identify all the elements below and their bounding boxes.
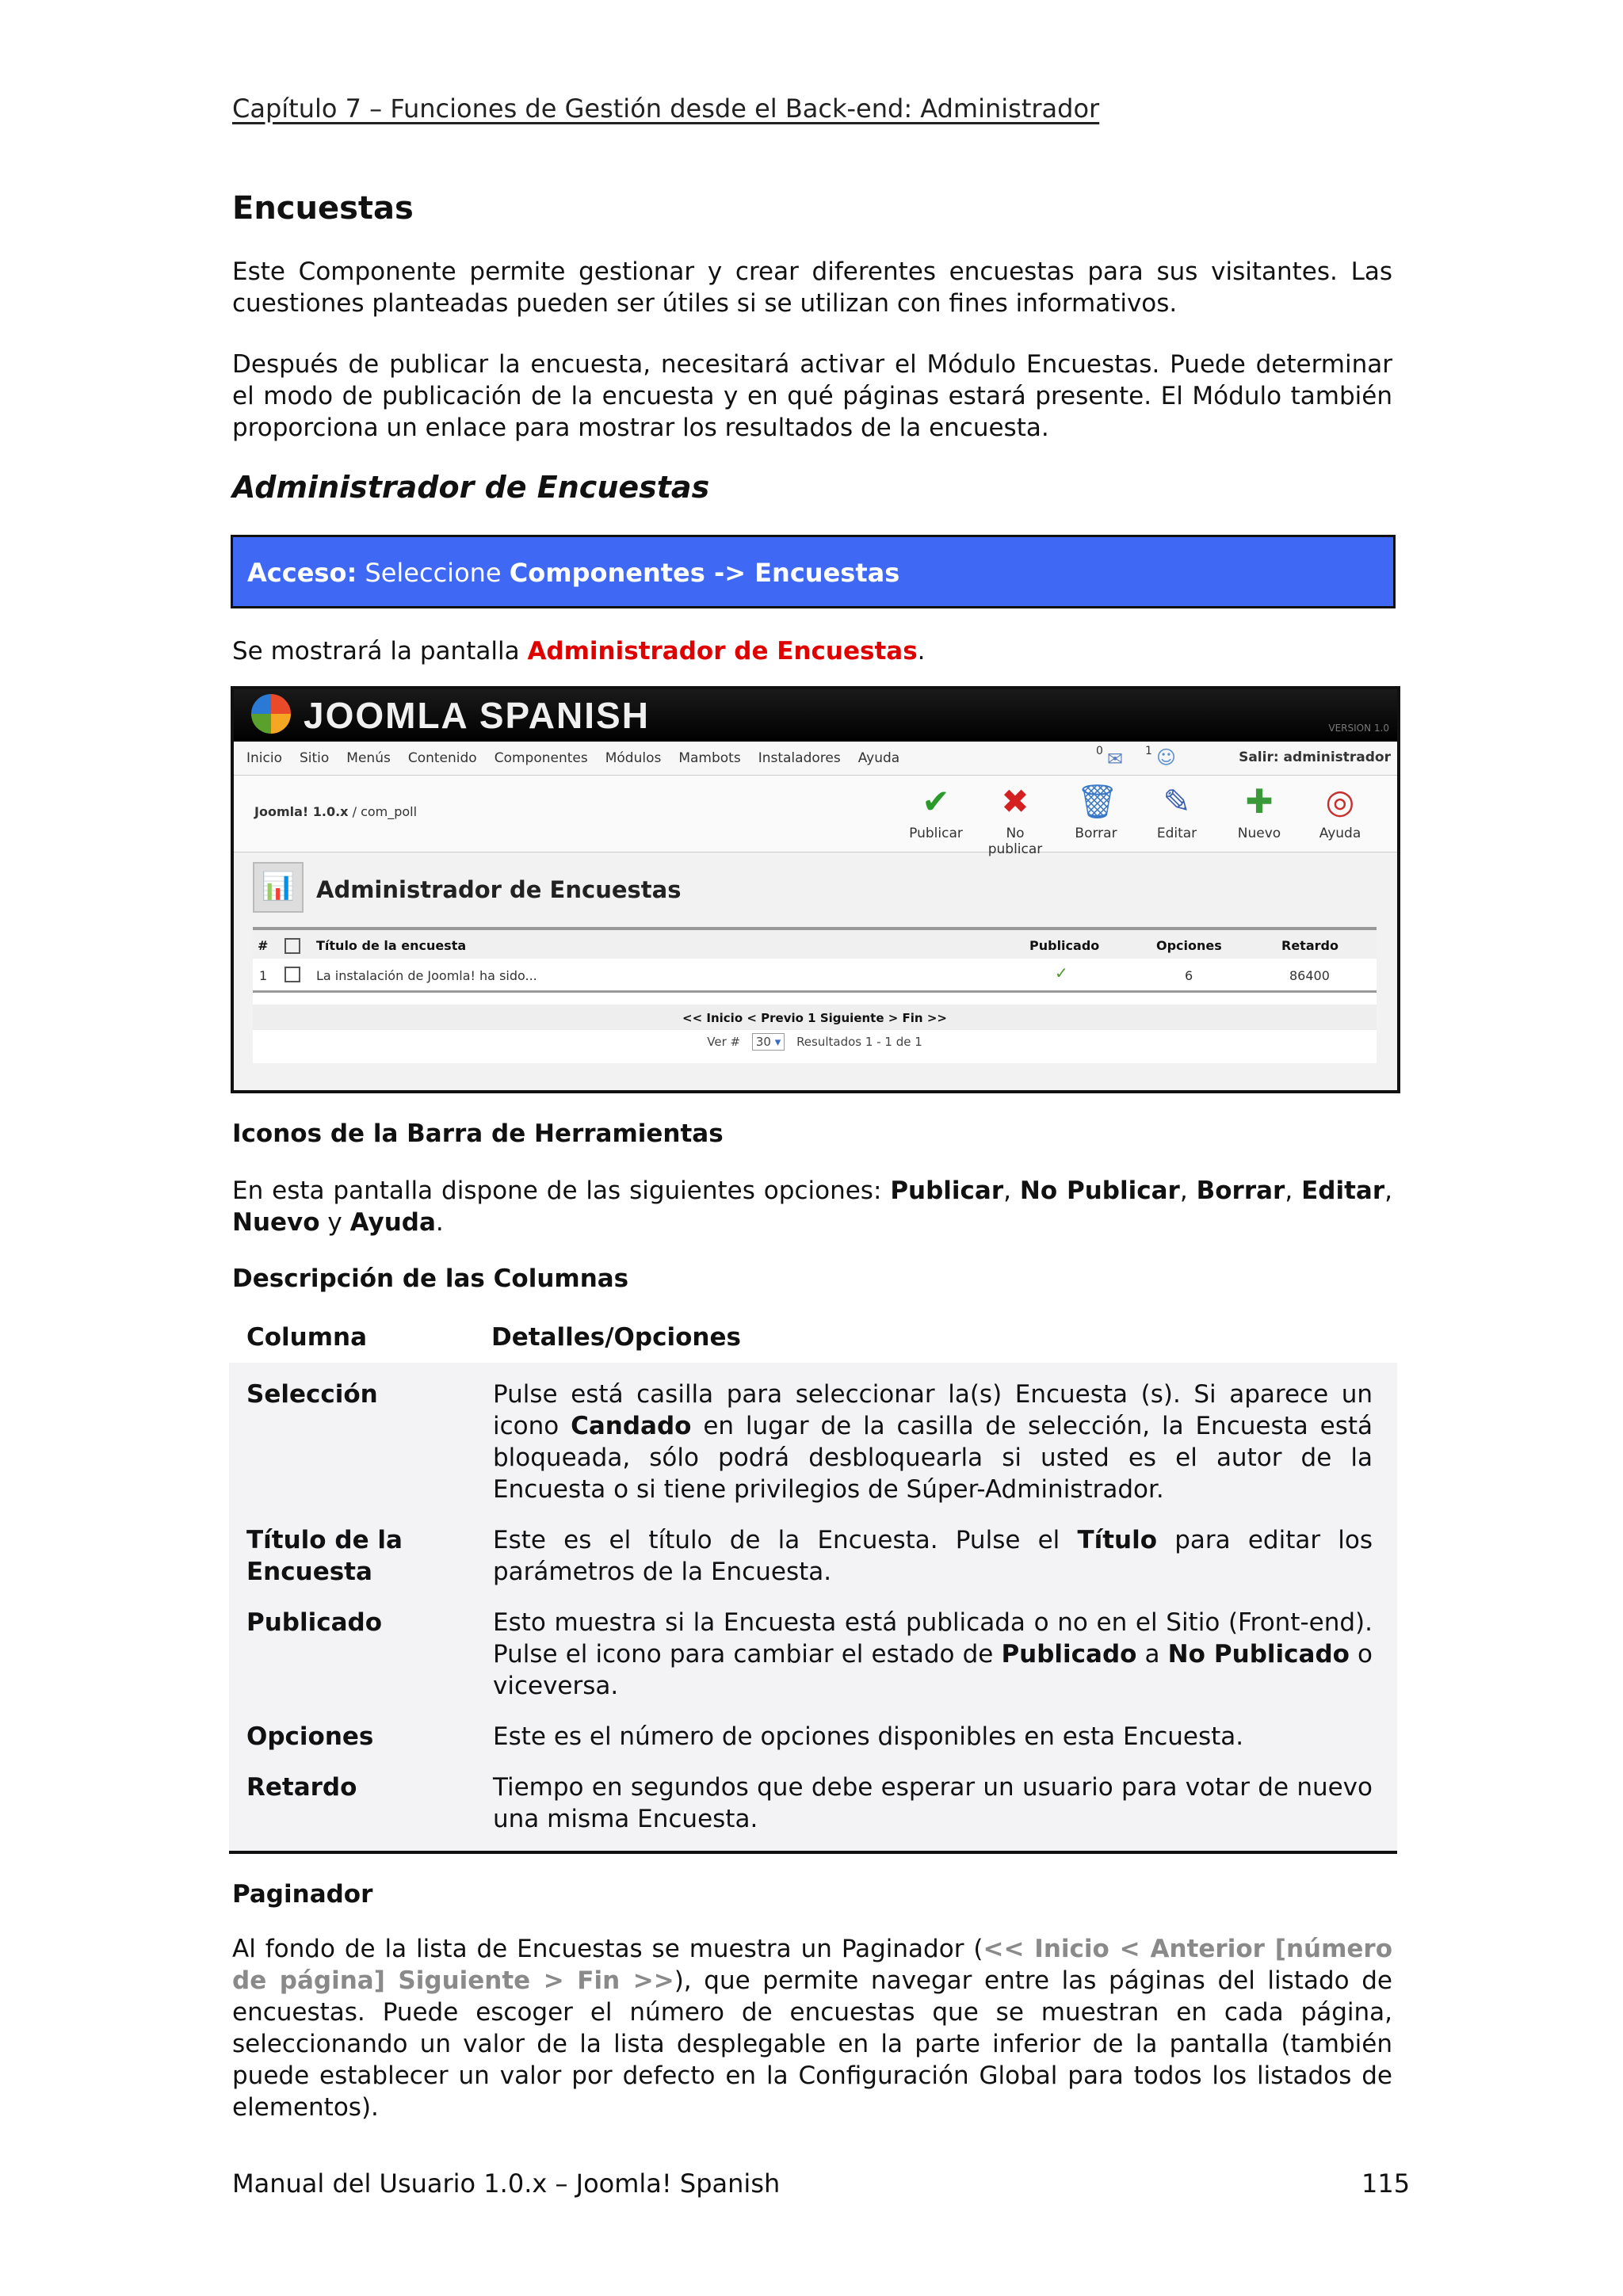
screen-title: Administrador de Encuestas bbox=[316, 876, 682, 903]
pager-text-a: Al fondo de la lista de Encuestas se muestra un Paginador ( bbox=[232, 1935, 983, 1963]
desc-publicado-bold1: Publicado bbox=[1001, 1640, 1137, 1669]
polls-icon: 📊 bbox=[253, 862, 304, 913]
desc-titulo-a: Este es el título de la Encuesta. Pulse el bbox=[493, 1526, 1078, 1554]
screen-intro bbox=[232, 635, 1392, 667]
col-head-column: Columna bbox=[246, 1323, 368, 1352]
col-desc-seleccion bbox=[493, 1379, 1373, 1505]
toolbar-button-borrar[interactable] bbox=[1058, 783, 1134, 841]
menu-item-8[interactable]: Ayuda bbox=[857, 750, 900, 766]
messages-count: 0 bbox=[1096, 745, 1103, 757]
menu-item-0[interactable]: Inicio bbox=[246, 750, 282, 766]
page-number: 115 bbox=[1361, 2168, 1411, 2199]
access-label: Acceso: bbox=[247, 558, 357, 588]
footer-title: Manual del Usuario 1.0.x – Joomla! Spanish bbox=[232, 2168, 781, 2199]
desc-publicado-c: o viceversa. bbox=[493, 1640, 1373, 1700]
pager-text bbox=[232, 1933, 1392, 2123]
col-desc-publicado bbox=[493, 1607, 1373, 1702]
desc-publicado-b: a bbox=[1136, 1640, 1168, 1669]
col-desc-opciones: Este es el número de opciones disponibles en esta Encuesta. bbox=[493, 1722, 1244, 1751]
col-name-opciones: Opciones bbox=[246, 1722, 374, 1751]
row-lag: 86400 bbox=[1289, 968, 1330, 983]
toolbar-icons-text: En esta pantalla dispone de las siguientes opciones: Publicar, No Publicar, Borrar, Editar, Nuevo y Ayuda. bbox=[232, 1177, 1393, 1237]
toolbar-icons-title: Iconos de la Barra de Herramientas bbox=[232, 1119, 724, 1148]
users-icon[interactable]: ☺ bbox=[1156, 746, 1177, 769]
col-name-titulo: Título de la Encuesta bbox=[246, 1526, 403, 1586]
row-title-link[interactable]: La instalación de Joomla! ha sido... bbox=[316, 968, 537, 983]
toolbar-button-editar[interactable] bbox=[1139, 783, 1215, 841]
desc-titulo-b: para editar los parámetros de la Encuesta. bbox=[493, 1526, 1373, 1586]
subsection-title: Administrador de Encuestas bbox=[232, 470, 710, 505]
screen-intro-prefix: Se mostrará la pantalla bbox=[232, 637, 520, 666]
desc-seleccion-bold: Candado bbox=[571, 1412, 692, 1440]
columns-table-header bbox=[232, 1318, 1396, 1366]
envelope-icon[interactable]: ✉ bbox=[1107, 748, 1124, 770]
toolbar-label: Nuevo bbox=[1237, 826, 1281, 841]
col-name-retardo: Retardo bbox=[246, 1773, 357, 1802]
access-box bbox=[231, 535, 1396, 608]
pager-footer bbox=[253, 1033, 1377, 1051]
pager-example: << Inicio < Anterior [número de página] Siguiente > Fin >> bbox=[232, 1935, 1393, 1995]
col-head-details: Detalles/Opciones bbox=[491, 1323, 741, 1352]
table-header-row bbox=[253, 930, 1377, 959]
admin-menu-items bbox=[246, 750, 917, 766]
toolbar-label: Editar bbox=[1156, 826, 1197, 841]
row-options: 6 bbox=[1185, 968, 1193, 983]
desc-titulo-bold: Título bbox=[1077, 1526, 1158, 1554]
columns-title: Descripción de las Columnas bbox=[232, 1264, 629, 1293]
col-options[interactable]: Opciones bbox=[1156, 938, 1222, 953]
joomla-header bbox=[234, 689, 1397, 742]
opt-publicar: Publicar bbox=[890, 1177, 1004, 1205]
col-published[interactable]: Publicado bbox=[1029, 938, 1100, 953]
menu-item-2[interactable]: Menús bbox=[346, 750, 391, 766]
col-desc-titulo bbox=[493, 1524, 1373, 1588]
pager-title: Paginador bbox=[232, 1880, 373, 1909]
opt-editar: Editar bbox=[1301, 1177, 1385, 1205]
joomla-logo-text: JOOMLA SPANISH bbox=[304, 695, 650, 736]
breadcrumb-root: Joomla! 1.0.x bbox=[254, 804, 349, 819]
view-label: Ver # bbox=[707, 1035, 741, 1049]
admin-menu bbox=[234, 742, 1397, 776]
results-count: Resultados 1 - 1 de 1 bbox=[796, 1035, 922, 1049]
page-size-value: 30 bbox=[755, 1035, 771, 1049]
joomla-logo-icon bbox=[251, 694, 291, 734]
screen-intro-suffix: . bbox=[917, 637, 926, 666]
toolbar-button-publicar[interactable] bbox=[898, 783, 974, 841]
users-count: 1 bbox=[1145, 745, 1152, 757]
menu-item-6[interactable]: Mambots bbox=[678, 750, 741, 766]
pager-text-b: ), que permite navegar entre las páginas del listado de encuestas. Puede escoger el número de encuestas que se muestran en cada página, seleccionando un valor de la lista desplegable en la parte inferior de la pantalla (también puede establecer un valor por defecto en la Configuración Global para todos los listados de elementos). bbox=[232, 1966, 1392, 2122]
menu-item-4[interactable]: Componentes bbox=[494, 750, 588, 766]
help-icon: ◎ bbox=[1325, 782, 1355, 821]
pager[interactable]: << Inicio < Previo 1 Siguiente > Fin >> bbox=[253, 1005, 1377, 1030]
breadcrumb-path: / com_poll bbox=[348, 804, 418, 819]
menu-item-5[interactable]: Módulos bbox=[605, 750, 662, 766]
toolbar-button-nuevo[interactable] bbox=[1221, 783, 1297, 841]
toolbar-icons-prefix: En esta pantalla dispone de las siguientes opciones: bbox=[232, 1177, 882, 1205]
toolbar-button-ayuda[interactable] bbox=[1302, 783, 1378, 841]
menu-item-1[interactable]: Sitio bbox=[299, 750, 330, 766]
row-checkbox[interactable] bbox=[285, 967, 300, 982]
col-name-seleccion: Selección bbox=[246, 1380, 378, 1409]
section-title: Encuestas bbox=[232, 190, 414, 227]
menu-item-7[interactable]: Instaladores bbox=[758, 750, 841, 766]
logout-link[interactable]: Salir: administrador bbox=[1239, 749, 1391, 765]
col-name-publicado: Publicado bbox=[246, 1608, 383, 1637]
desc-publicado-a: Esto muestra si la Encuesta está publicada o no en el Sitio (Front-end). Pulse el icono para cambiar el estado de bbox=[493, 1608, 1373, 1669]
opt-nuevo: Nuevo bbox=[232, 1208, 320, 1237]
opt-joiner: y bbox=[327, 1208, 342, 1237]
chapter-header: Capítulo 7 – Funciones de Gestión desde el Back-end: Administrador bbox=[232, 93, 1100, 124]
version-label: VERSION 1.0 bbox=[1328, 723, 1389, 734]
check-icon: ✔ bbox=[922, 782, 950, 821]
col-number: # bbox=[258, 938, 269, 953]
opt-ayuda: Ayuda bbox=[349, 1208, 436, 1237]
toolbar-label: No publicar bbox=[987, 826, 1043, 857]
access-text: Seleccione bbox=[365, 558, 502, 588]
access-path: Componentes -> Encuestas bbox=[509, 558, 900, 588]
opt-no-publicar: No Publicar bbox=[1019, 1177, 1180, 1205]
select-all-checkbox[interactable] bbox=[285, 938, 300, 954]
col-title[interactable]: Título de la encuesta bbox=[316, 938, 467, 953]
page-size-select[interactable] bbox=[752, 1033, 785, 1051]
row-number: 1 bbox=[259, 968, 268, 983]
x-icon: ✖ bbox=[1001, 782, 1029, 821]
desc-seleccion-a: Pulse está casilla para seleccionar la(s) Encuesta (s). Si aparece un icono bbox=[493, 1380, 1373, 1440]
menu-item-3[interactable]: Contenido bbox=[407, 750, 477, 766]
breadcrumb bbox=[254, 804, 417, 819]
columns-table-body bbox=[229, 1363, 1397, 1854]
screen-intro-highlight: Administrador de Encuestas bbox=[527, 637, 918, 666]
toolbar-label: Ayuda bbox=[1319, 826, 1361, 841]
desc-seleccion-b: en lugar de la casilla de selección, la Encuesta está bloqueada, sólo podrá desbloquearla si usted es el autor de la Encuesta o si tiene privilegios de Súper-Administrador. bbox=[493, 1412, 1373, 1504]
published-check-icon[interactable]: ✓ bbox=[1055, 963, 1068, 982]
admin-screenshot bbox=[231, 686, 1400, 1093]
col-desc-retardo: Tiempo en segundos que debe esperar un usuario para votar de nuevo una misma Encuesta. bbox=[493, 1773, 1373, 1833]
opt-borrar: Borrar bbox=[1196, 1177, 1285, 1205]
chevron-down-icon: ▾ bbox=[774, 1035, 781, 1049]
edit-icon: ✎ bbox=[1163, 782, 1191, 821]
toolbar-label: Publicar bbox=[909, 826, 963, 841]
table-row bbox=[253, 959, 1377, 993]
new-icon: ✚ bbox=[1245, 782, 1274, 821]
col-lag[interactable]: Retardo bbox=[1281, 938, 1338, 953]
toolbar-button-no-publicar[interactable] bbox=[977, 783, 1053, 857]
toolbar-label: Borrar bbox=[1075, 826, 1117, 841]
desc-publicado-bold2: No Publicado bbox=[1167, 1640, 1350, 1669]
trash-icon: 🗑 bbox=[1076, 782, 1119, 821]
intro-paragraph-1: Este Componente permite gestionar y crear diferentes encuestas para sus visitantes. Las cuestiones planteadas pueden ser útiles si se utilizan con fines informativos. bbox=[232, 257, 1392, 318]
polls-table bbox=[253, 927, 1377, 1063]
intro-paragraph-2: Después de publicar la encuesta, necesitará activar el Módulo Encuestas. Puede determinar el modo de publicación de la encuesta y en qué páginas estará presente. El Módulo también proporciona un enlace para mostrar los resultados de la encuesta. bbox=[232, 350, 1392, 442]
